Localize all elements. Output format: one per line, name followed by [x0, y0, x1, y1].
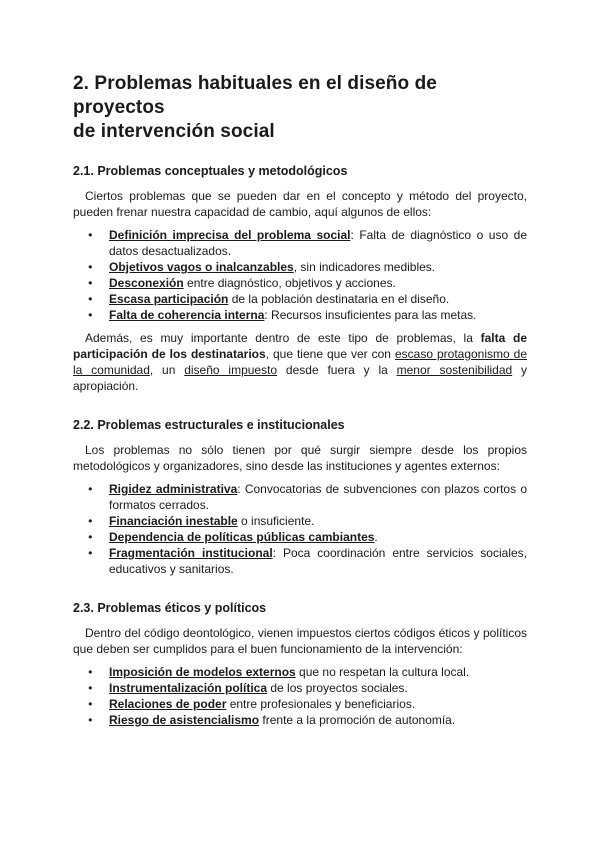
- paragraph-underlined: escaso protagonismo de la comunidad: [73, 347, 528, 377]
- section-paragraph: [73, 330, 527, 394]
- list-item: [73, 545, 527, 577]
- list-item-term: Imposición de modelos externos: [109, 665, 296, 679]
- list-item: [73, 680, 527, 696]
- list-item: [73, 307, 527, 323]
- list-item-term: Falta de coherencia interna: [109, 308, 265, 322]
- list-item: [73, 275, 527, 291]
- section-intro: Dentro del código deontológico, vienen impuestos ciertos códigos éticos y políticos que deben ser cumplidos para el buen funcionamiento de la intervención:: [73, 626, 527, 656]
- list-item-term: Financiación inestable: [109, 514, 238, 528]
- list-item-text: frente a la promoción de autonomía.: [259, 713, 456, 727]
- list-item: [73, 291, 527, 307]
- bullet-list: [73, 664, 527, 728]
- paragraph-text: desde fuera y la: [277, 363, 397, 377]
- list-item-term: Dependencia de políticas públicas cambiantes: [109, 530, 375, 544]
- list-item: [73, 227, 527, 259]
- paragraph-text: Además, es muy importante dentro de este tipo de problemas, la: [85, 331, 481, 345]
- list-item-text: de la población destinataria en el diseño.: [228, 292, 450, 306]
- list-item: [73, 481, 527, 513]
- section-intro: Los problemas no sólo tienen por qué surgir siempre desde los propios metodológicos y organizadores, sino desde las instituciones y agentes externos:: [73, 443, 527, 473]
- list-item-term: Relaciones de poder: [109, 697, 227, 711]
- list-item-text: que no respetan la cultura local.: [295, 665, 470, 679]
- paragraph-text: , un: [149, 363, 185, 377]
- list-item-text: de los proyectos sociales.: [267, 681, 408, 695]
- page-title-line-1: 2. Problemas habituales en el diseño de proyectos: [73, 73, 437, 118]
- list-item: [73, 259, 527, 275]
- page-title: [73, 72, 527, 144]
- bullet-list: [73, 227, 527, 323]
- list-item-text: : Falta de diagnóstico o uso de datos desactualizados.: [109, 228, 527, 258]
- section-heading: 2.3. Problemas éticos y políticos: [73, 601, 267, 615]
- list-item-text: : Recursos insuficientes para las metas.: [264, 308, 477, 322]
- section-intro: Ciertos problemas que se pueden dar en el concepto y método del proyecto, pueden frenar nuestra capacidad de cambio, aquí algunos de ellos:: [73, 189, 527, 219]
- list-item-text: : Convocatorias de subvenciones con plazos cortos o formatos cerrados.: [109, 482, 527, 512]
- section-ethical-political-problems: [73, 600, 527, 728]
- list-item-text: : Poca coordinación entre servicios sociales, educativos y sanitarios.: [109, 546, 527, 576]
- paragraph-bold: falta de participación de los destinatarios: [73, 331, 527, 361]
- list-item-term: Instrumentalización política: [109, 681, 268, 695]
- list-item-text: entre profesionales y beneficiarios.: [226, 697, 416, 711]
- section-conceptual-problems: [73, 163, 527, 394]
- list-item: [73, 712, 527, 728]
- list-item: [73, 696, 527, 712]
- list-item-term: Objetivos vagos o inalcanzables: [109, 260, 294, 274]
- paragraph-underlined: diseño impuesto: [184, 363, 278, 377]
- list-item-term: Fragmentación institucional: [109, 546, 273, 560]
- list-item-term: Definición imprecisa del problema social: [109, 228, 351, 242]
- bullet-list: [73, 481, 527, 577]
- paragraph-text: y apropiación.: [73, 363, 528, 393]
- paragraph-underlined: menor sostenibilidad: [396, 363, 513, 377]
- section-structural-problems: [73, 417, 527, 577]
- list-item-text: .: [374, 530, 378, 544]
- list-item: [73, 513, 527, 529]
- list-item-text: entre diagnóstico, objetivos y acciones.: [183, 276, 396, 290]
- list-item: [73, 529, 527, 545]
- document-page: [73, 0, 527, 728]
- list-item-text: o insuficiente.: [237, 514, 315, 528]
- section-heading: 2.1. Problemas conceptuales y metodológicos: [73, 164, 348, 178]
- paragraph-text: , que tiene que ver con: [265, 347, 395, 361]
- list-item-term: Riesgo de asistencialismo: [109, 713, 260, 727]
- section-heading: 2.2. Problemas estructurales e institucionales: [73, 418, 345, 432]
- page-title-line-2: de intervención social: [73, 121, 275, 142]
- list-item-term: Rigidez administrativa: [109, 482, 238, 496]
- list-item-term: Desconexión: [109, 276, 184, 290]
- list-item-term: Escasa participación: [109, 292, 229, 306]
- list-item: [73, 664, 527, 680]
- list-item-text: , sin indicadores medibles.: [293, 260, 436, 274]
